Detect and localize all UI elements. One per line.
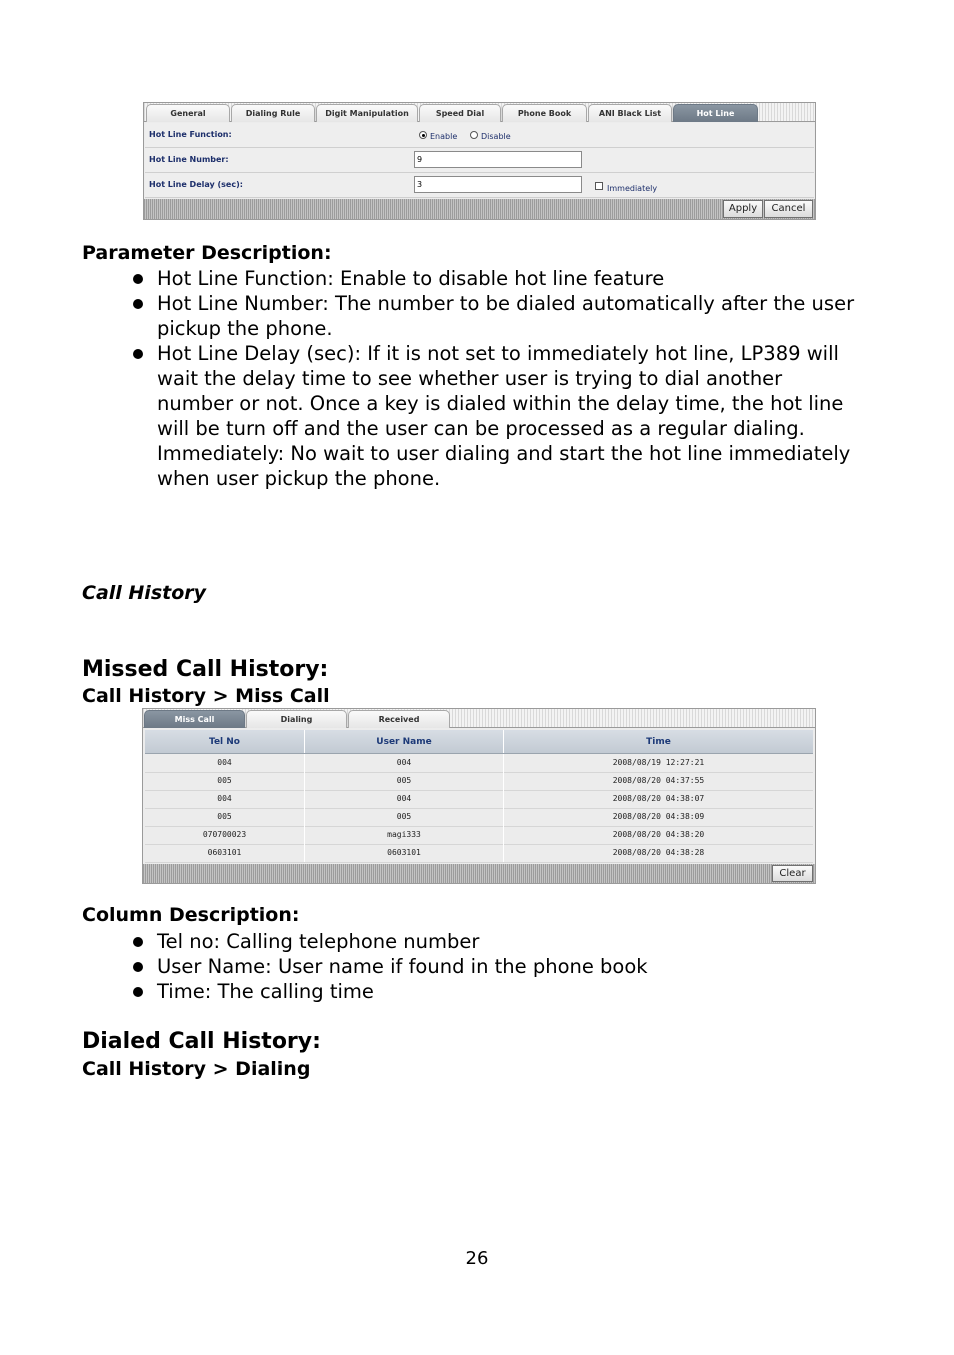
disable-label: Disable bbox=[481, 132, 511, 141]
tel-no-cell: 004 bbox=[145, 790, 305, 808]
tab-general[interactable]: General bbox=[146, 104, 230, 122]
user-name-cell: magi333 bbox=[305, 826, 504, 844]
tab-ani-black-list[interactable]: ANI Black List bbox=[588, 104, 672, 122]
parameter-description-list bbox=[82, 266, 902, 491]
tel-no-cell: 0603101 bbox=[145, 844, 305, 862]
hotline-settings-panel bbox=[143, 102, 816, 220]
hotline-function-row bbox=[145, 123, 814, 148]
dialed-call-breadcrumb: Call History > Dialing bbox=[82, 1058, 311, 1080]
immediately-checkbox[interactable] bbox=[595, 182, 603, 190]
user-name-cell: 004 bbox=[305, 754, 504, 772]
column-description-heading: Column Description: bbox=[82, 904, 300, 926]
bullet-icon bbox=[133, 962, 143, 972]
tab-speed-dial[interactable]: Speed Dial bbox=[419, 104, 501, 122]
immediately-label: Immediately bbox=[607, 184, 658, 193]
column-header-tel-no[interactable]: Tel No bbox=[145, 730, 305, 753]
time-cell: 2008/08/20 04:38:20 bbox=[612, 830, 705, 839]
disable-radio[interactable] bbox=[470, 131, 478, 139]
hotline-footer bbox=[144, 199, 815, 219]
bullet-icon bbox=[133, 937, 143, 947]
hotline-delay-input[interactable]: 3 bbox=[414, 176, 582, 193]
missed-call-panel bbox=[142, 708, 816, 884]
time-cell: 2008/08/20 04:38:28 bbox=[612, 848, 705, 857]
tab-dialing-rule[interactable]: Dialing Rule bbox=[231, 104, 315, 122]
tab-hot-line[interactable]: Hot Line bbox=[673, 104, 758, 122]
call-history-tabstrip bbox=[143, 709, 815, 728]
list-item: Tel no: Calling telephone number bbox=[82, 929, 902, 954]
bullet-icon bbox=[133, 274, 143, 284]
list-item: Hot Line Number: The number to be dialed automatically after the user pickup the phone. bbox=[82, 291, 902, 341]
user-name-cell: 005 bbox=[305, 772, 504, 790]
call-history-footer bbox=[143, 864, 815, 883]
hotline-number-label: Hot Line Number: bbox=[149, 155, 229, 164]
tab-dialing[interactable]: Dialing bbox=[246, 710, 347, 728]
cancel-button[interactable]: Cancel bbox=[764, 200, 813, 218]
bullet-icon bbox=[133, 299, 143, 309]
missed-call-heading: Missed Call History: bbox=[82, 657, 329, 682]
table-header bbox=[145, 730, 813, 754]
table-row[interactable] bbox=[145, 808, 813, 827]
table-row[interactable] bbox=[145, 754, 813, 773]
list-item: Hot Line Delay (sec): If it is not set to immediately hot line, LP389 will wait the delay time to see whether user is trying to dial another number or not. Once a key is dialed within the delay time, the hot line will be turn off and the user can be processed as a regular dialing. Immediately: No wait to user dialing and start the hot line immediately when user pickup the phone. bbox=[82, 341, 902, 491]
list-item: User Name: User name if found in the phone book bbox=[82, 954, 902, 979]
hotline-number-input[interactable]: 9 bbox=[414, 151, 582, 168]
column-header-time[interactable]: Time bbox=[646, 737, 671, 747]
list-item: Time: The calling time bbox=[82, 979, 902, 1004]
enable-label: Enable bbox=[430, 132, 458, 141]
hotline-function-label: Hot Line Function: bbox=[149, 130, 232, 139]
tab-received[interactable]: Received bbox=[348, 710, 450, 728]
column-description-list bbox=[82, 929, 902, 1004]
time-cell: 2008/08/20 04:38:09 bbox=[612, 812, 705, 821]
time-cell: 2008/08/20 04:38:07 bbox=[612, 794, 705, 803]
call-history-title: Call History bbox=[82, 582, 207, 604]
missed-call-breadcrumb: Call History > Miss Call bbox=[82, 685, 330, 707]
tab-miss-call[interactable]: Miss Call bbox=[144, 710, 245, 728]
tel-no-cell: 005 bbox=[145, 808, 305, 826]
user-name-cell: 004 bbox=[305, 790, 504, 808]
table-row[interactable] bbox=[145, 790, 813, 809]
enable-radio[interactable] bbox=[419, 131, 427, 139]
apply-button[interactable]: Apply bbox=[723, 200, 763, 218]
bullet-icon bbox=[133, 349, 143, 359]
tel-no-cell: 005 bbox=[145, 772, 305, 790]
hotline-delay-row bbox=[145, 173, 814, 198]
parameter-description-heading: Parameter Description: bbox=[82, 242, 332, 264]
user-name-cell: 0603101 bbox=[305, 844, 504, 862]
time-cell: 2008/08/20 04:37:55 bbox=[612, 776, 705, 785]
tab-digit-manipulation[interactable]: Digit Manipulation bbox=[316, 104, 418, 122]
table-row[interactable] bbox=[145, 772, 813, 791]
hotline-number-row bbox=[145, 148, 814, 173]
time-cell: 2008/08/19 12:27:21 bbox=[612, 758, 705, 767]
bullet-icon bbox=[133, 987, 143, 997]
dialed-call-heading: Dialed Call History: bbox=[82, 1029, 321, 1054]
table-row[interactable] bbox=[145, 844, 813, 863]
table-row[interactable] bbox=[145, 826, 813, 845]
column-header-user-name[interactable]: User Name bbox=[305, 730, 504, 753]
clear-button[interactable]: Clear bbox=[772, 865, 813, 882]
list-item: Hot Line Function: Enable to disable hot line feature bbox=[82, 266, 902, 291]
hotline-delay-label: Hot Line Delay (sec): bbox=[149, 180, 243, 189]
tel-no-cell: 070700023 bbox=[145, 826, 305, 844]
tel-no-cell: 004 bbox=[145, 754, 305, 772]
user-name-cell: 005 bbox=[305, 808, 504, 826]
hotline-tabstrip bbox=[144, 103, 815, 122]
page-number: 26 bbox=[465, 1248, 489, 1269]
tab-phone-book[interactable]: Phone Book bbox=[502, 104, 587, 122]
